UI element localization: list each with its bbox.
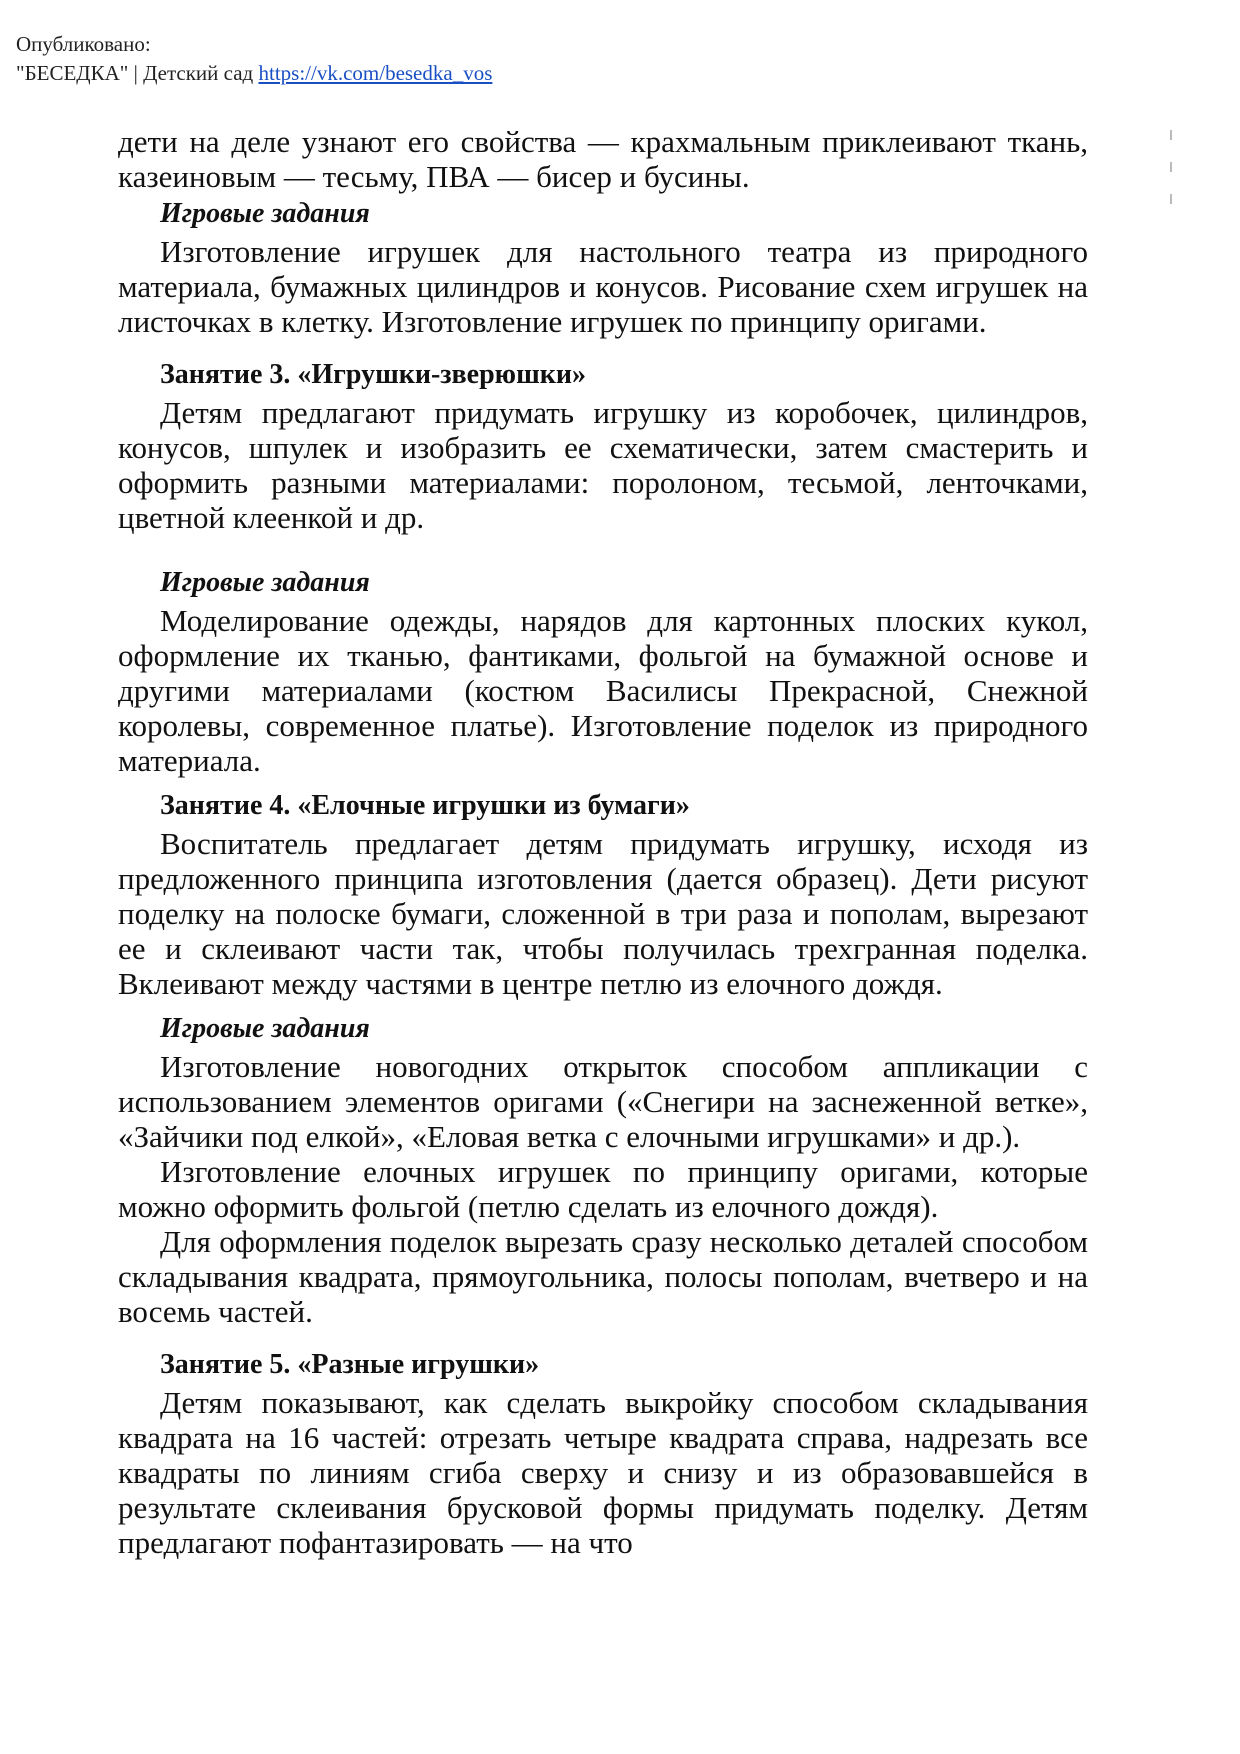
source-name: "БЕСЕДКА" | Детский сад [16,61,259,85]
margin-mark [1170,194,1172,204]
section-heading: Игровые задания [160,567,370,598]
paragraph: Детям показывают, как сделать выкройку способом складывания квадрата на 16 частей: отрезать четыре квадрата справа, надрезать все квадраты по линиям сгиба сверху и снизу и из образовавшейся в результате склеивания брусковой формы придумать поделку. Детям предлагают пофантазировать — на что [118,1385,1088,1560]
source-line [16,59,916,88]
lesson-heading: Занятие 3. «Игрушки-зверюшки» [160,359,586,390]
published-label: Опубликовано: [16,32,151,56]
paragraph: Изготовление игрушек для настольного театра из природного материала, бумажных цилиндров и конусов. Рисование схем игрушек на листочках в клетку. Изготовление игрушек по принципу оригами. [118,234,1088,339]
section-heading: Игровые задания [160,198,370,229]
page-body [118,124,1088,1560]
source-link[interactable]: https://vk.com/besedka_vos [258,61,493,85]
publication-header [16,30,916,88]
lesson-heading: Занятие 4. «Елочные игрушки из бумаги» [160,790,690,821]
paragraph: дети на деле узнают его свойства — крахмальным приклеивают ткань, казеиновым — тесьму, ПВА — бисер и бусины. [118,124,1088,194]
paragraph: Изготовление елочных игрушек по принципу оригами, которые можно оформить фольгой (петлю сделать из елочного дождя). [118,1154,1088,1224]
paragraph: Моделирование одежды, нарядов для картонных плоских кукол, оформление их тканью, фантиками, фольгой на бумажной основе и другими материалами (костюм Василисы Прекрасной, Снежной королевы, современное платье). Изготовление поделок из природного материала. [118,603,1088,778]
paragraph: Детям предлагают придумать игрушку из коробочек, цилиндров, конусов, шпулек и изобразить ее схематически, затем смастерить и оформить разными материалами: поролоном, тесьмой, ленточками, цветной клеенкой и др. [118,395,1088,535]
margin-marks [1170,130,1174,260]
lesson-heading: Занятие 5. «Разные игрушки» [160,1349,540,1380]
section-heading: Игровые задания [160,1013,370,1044]
margin-mark [1170,162,1172,172]
paragraph: Воспитатель предлагает детям придумать игрушку, исходя из предложенного принципа изготовления (дается образец). Дети рисуют поделку на полоске бумаги, сложенной в три раза и пополам, вырезают ее и склеивают части так, чтобы получилась трехгранная поделка. Вклеивают между частями в центре петлю из елочного дождя. [118,826,1088,1001]
margin-mark [1170,130,1172,140]
paragraph: Для оформления поделок вырезать сразу несколько деталей способом складывания квадрата, прямоугольника, полосы пополам, вчетверо и на восемь частей. [118,1224,1088,1329]
paragraph: Изготовление новогодних открыток способом аппликации с использованием элементов оригами («Снегири на заснеженной ветке», «Зайчики под елкой», «Еловая ветка с елочными игрушками» и др.). [118,1049,1088,1154]
